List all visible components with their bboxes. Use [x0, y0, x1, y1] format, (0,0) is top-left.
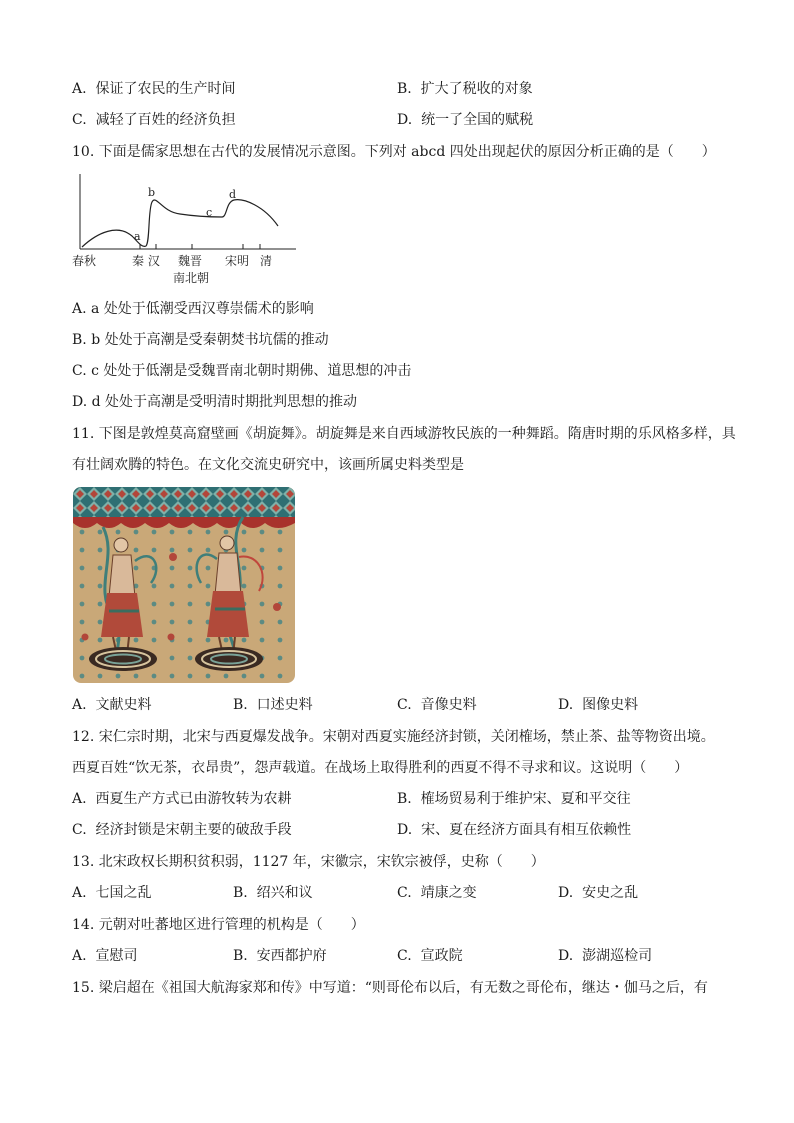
- q10-option-c[interactable]: C. c 处处于低潮是受魏晋南北朝时期佛、道思想的冲击: [72, 363, 412, 379]
- axis-label: 宋明: [225, 254, 250, 268]
- q11-option-c[interactable]: [397, 696, 477, 714]
- q13-option-a[interactable]: [72, 884, 151, 902]
- option-text: 统一了全国的赋税: [421, 112, 534, 128]
- mural-illustration: [73, 487, 295, 683]
- q12-stem-line2: 西夏百姓“饮无茶，衣昂贵”，怨声载道。在战场上取得胜利的西夏不得不寻求和议。这说明（ ）: [72, 760, 689, 776]
- option-letter: C.: [72, 112, 87, 128]
- option-text: 靖康之变: [420, 885, 477, 901]
- option-text: 安史之乱: [582, 885, 639, 901]
- option-letter: C.: [397, 697, 412, 713]
- option-text: 西夏生产方式已由游牧转为农耕: [95, 791, 292, 807]
- option-letter: C.: [397, 948, 412, 964]
- option-text: 音像史料: [420, 697, 477, 713]
- q10-option-a[interactable]: A. a 处处于低潮受西汉尊崇儒术的影响: [72, 301, 314, 317]
- q15-stem: 15. 梁启超在《祖国大航海家郑和传》中写道：“则哥伦布以后，有无数之哥伦布，继达・伽马之后，有: [72, 980, 708, 996]
- option-letter: A.: [72, 81, 87, 97]
- option-text: 澎湖巡检司: [582, 948, 653, 964]
- option-text: 口述史料: [256, 697, 313, 713]
- q10-option-b[interactable]: B. b 处处于高潮是受秦朝焚书坑儒的推动: [72, 332, 329, 348]
- axis-label: 春秋: [72, 254, 97, 268]
- q12-option-d[interactable]: [397, 821, 631, 839]
- option-text: 七国之乱: [95, 885, 152, 901]
- q14-stem: 14. 元朝对吐蕃地区进行管理的机构是（ ）: [72, 917, 365, 933]
- q13-option-d[interactable]: [558, 884, 638, 902]
- q10-stem: 10. 下面是儒家思想在古代的发展情况示意图。下列对 abcd 四处出现起伏的原因分析正确的是（ ）: [72, 144, 716, 160]
- q12-stem-line1: 12. 宋仁宗时期，北宋与西夏爆发战争。宋朝对西夏实施经济封锁，关闭榷场，禁止茶、盐等物资出境。: [72, 729, 715, 745]
- q12-option-a[interactable]: [72, 790, 291, 808]
- axis-sublabel: 南北朝: [173, 271, 210, 285]
- q11-option-d[interactable]: [558, 696, 638, 714]
- huxuan-dance-mural-image: [73, 487, 295, 683]
- q10-option-d[interactable]: D. d 处处于高潮是受明清时期批判思想的推动: [72, 394, 358, 410]
- option-text: 保证了农民的生产时间: [95, 81, 236, 97]
- option-letter: A.: [72, 885, 87, 901]
- q14-option-b[interactable]: [233, 947, 327, 965]
- option-letter: D.: [558, 885, 574, 901]
- q9-option-b[interactable]: [397, 80, 533, 98]
- q9-option-c[interactable]: [72, 111, 236, 129]
- option-text: 宣政院: [420, 948, 463, 964]
- q11-option-a[interactable]: [72, 696, 151, 714]
- q13-option-b[interactable]: [233, 884, 313, 902]
- option-text: 宋、夏在经济方面具有相互依赖性: [421, 822, 632, 838]
- q11-stem-line2: 有壮阔欢腾的特色。在文化交流史研究中，该画所属史料类型是: [72, 457, 464, 473]
- option-letter: D.: [558, 948, 574, 964]
- option-text: 宣慰司: [95, 948, 138, 964]
- axis-label: 魏晋: [178, 254, 203, 268]
- option-text: 经济封锁是宋朝主要的破敌手段: [95, 822, 292, 838]
- option-letter: C.: [72, 822, 87, 838]
- point-label-d: d: [229, 188, 237, 201]
- trend-graph-svg: [70, 170, 310, 288]
- axis-label: 秦 汉: [132, 254, 160, 268]
- option-letter: B.: [397, 791, 412, 807]
- option-text: 安西都护府: [256, 948, 327, 964]
- q13-stem: 13. 北宋政权长期积贫积弱，1127 年，宋徽宗，宋钦宗被俘，史称（ ）: [72, 854, 545, 870]
- option-letter: B.: [233, 885, 248, 901]
- option-letter: C.: [397, 885, 412, 901]
- option-letter: A.: [72, 791, 87, 807]
- q13-option-c[interactable]: [397, 884, 477, 902]
- q11-option-b[interactable]: [233, 696, 313, 714]
- option-letter: D.: [558, 697, 574, 713]
- option-letter: A.: [72, 948, 87, 964]
- option-text: 扩大了税收的对象: [420, 81, 533, 97]
- q9-option-a[interactable]: [72, 80, 235, 98]
- option-letter: B.: [397, 81, 412, 97]
- option-text: 绍兴和议: [256, 885, 313, 901]
- q11-stem-line1: 11. 下图是敦煌莫高窟壁画《胡旋舞》。胡旋舞是来自西域游牧民族的一种舞蹈。隋唐时期的乐风格多样，具: [72, 426, 736, 442]
- option-letter: B.: [233, 948, 248, 964]
- point-label-b: b: [148, 186, 156, 199]
- q12-option-c[interactable]: [72, 821, 292, 839]
- option-text: 文献史料: [95, 697, 152, 713]
- option-text: 图像史料: [582, 697, 639, 713]
- q14-option-a[interactable]: [72, 947, 137, 965]
- q12-option-b[interactable]: [397, 790, 631, 808]
- confucianism-trend-graph: [70, 170, 310, 288]
- option-text: 减轻了百姓的经济负担: [95, 112, 236, 128]
- axis-label: 清: [260, 254, 273, 268]
- option-letter: D.: [397, 112, 413, 128]
- option-text: 榷场贸易利于维护宋、夏和平交往: [420, 791, 631, 807]
- q9-option-d[interactable]: [397, 111, 533, 129]
- point-label-c: c: [206, 206, 213, 219]
- q14-option-c[interactable]: [397, 947, 463, 965]
- point-label-a: a: [134, 230, 141, 243]
- option-letter: A.: [72, 697, 87, 713]
- option-letter: B.: [233, 697, 248, 713]
- option-letter: D.: [397, 822, 413, 838]
- q14-option-d[interactable]: [558, 947, 652, 965]
- trend-curve: [82, 200, 278, 247]
